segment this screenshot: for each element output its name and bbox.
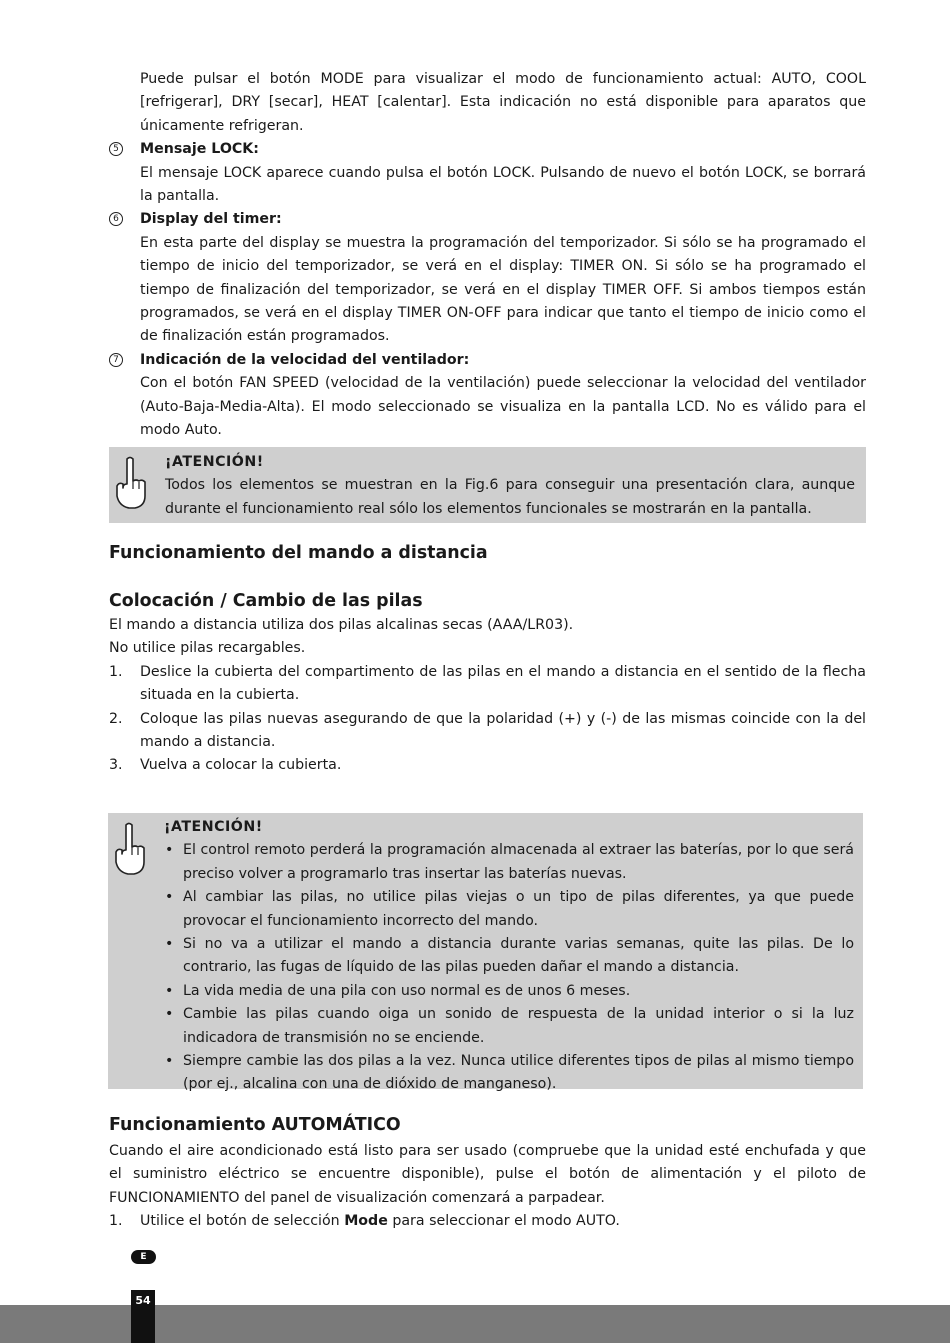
attention-note-batteries — [108, 813, 863, 1093]
list-item-timer — [109, 208, 866, 348]
item-number-marker: 5 — [109, 142, 123, 156]
step-number: 1. — [109, 1213, 123, 1230]
list-item-fan-speed — [109, 349, 866, 443]
heading-batteries: Colocación / Cambio de las pilas — [109, 591, 423, 611]
batteries-line-1: El mando a distancia utiliza dos pilas alcalinas secas (AAA/LR03). — [109, 617, 574, 633]
item-title: Mensaje LOCK: — [140, 141, 259, 158]
list-item: • El control remoto perderá la programación almacenada al extraer las baterías, por lo que será preciso volver a programarlo tras insertar las baterías nuevas. — [164, 839, 854, 886]
item-text: Con el botón FAN SPEED (velocidad de la ventilación) puede seleccionar la velocidad del ventilador (Auto-Baja-Media-Alta). El modo seleccionado se visualiza en la pantalla LCD. No es válido para el modo Auto. — [140, 375, 866, 439]
step-number: 2. — [109, 710, 123, 727]
pointing-hand-icon — [115, 455, 147, 511]
batteries-block — [109, 614, 866, 778]
list-item: • Si no va a utilizar el mando a distancia durante varias semanas, quite las pilas. De lo contrario, las fugas de líquido de las pilas pueden dañar el mando a distancia. — [164, 933, 854, 980]
batteries-line-2: No utilice pilas recargables. — [109, 640, 306, 657]
list-item: • Siempre cambie las dos pilas a la vez. Nunca utilice diferentes tipos de pilas al mismo tiempo (por ej., alcalina con una de dióxido de manganeso). — [164, 1050, 854, 1097]
item-text: El mensaje LOCK aparece cuando pulsa el botón LOCK. Pulsando de nuevo el botón LOCK, se borrará la pantalla. — [140, 164, 866, 205]
note-bullet-list — [164, 839, 854, 1096]
list-item: • Al cambiar las pilas, no utilice pilas viejas o un tipo de pilas diferentes, ya que puede provocar el funcionamiento incorrecto del mando. — [164, 886, 854, 933]
auto-block — [109, 1140, 866, 1234]
note-title: ¡ATENCIÓN! — [164, 819, 263, 835]
note-text: Todos los elementos se muestran en la Fig.6 para conseguir una presentación clara, aunque durante el funcionamiento real sólo los elementos funcionales se mostrarán en la pantalla. — [165, 477, 855, 517]
item-title: Indicación de la velocidad del ventilador: — [140, 351, 470, 368]
page-number: 54 — [135, 1294, 151, 1307]
mode-paragraph: Puede pulsar el botón MODE para visualizar el modo de funcionamiento actual: AUTO, COOL [refrigerar], DRY [secar], HEAT [calentar]. Esta indicación no está disponible para aparatos que únicamente refrigeran. — [140, 71, 866, 134]
heading-remote-operation: Funcionamiento del mando a distancia — [109, 543, 488, 563]
mode-keyword: Mode — [344, 1213, 388, 1230]
item-title: Display del timer: — [140, 211, 282, 228]
step-text: Deslice la cubierta del compartimento de las pilas en el mando a distancia en el sentido de la flecha situada en la cubierta. — [140, 663, 866, 704]
auto-step — [109, 1210, 866, 1233]
attention-note-display — [109, 447, 866, 523]
item-text: En esta parte del display se muestra la programación del temporizador. Si sólo se ha programado el tiempo de inicio del temporizador, se verá en el display: TIMER ON. Si sólo se ha programado el tiempo de finalización del temporizador, se verá en el display TIMER OFF. Si ambos tiempos están programados, se verá en el display TIMER ON-OFF para indicar que tanto el tiempo de inicio como el de finalización están programados. — [140, 234, 866, 345]
step-text-post: para seleccionar el modo AUTO. — [387, 1213, 620, 1230]
pointing-hand-icon — [114, 821, 146, 877]
list-item: • Cambie las pilas cuando oiga un sonido de respuesta de la unidad interior o si la luz indicadora de transmisión no se enciende. — [164, 1003, 854, 1050]
step-text: Vuelva a colocar la cubierta. — [140, 757, 342, 774]
note-title: ¡ATENCIÓN! — [165, 454, 264, 470]
step-text: Coloque las pilas nuevas asegurando de que la polaridad (+) y (-) de las mismas coincide con la del mando a distancia. — [140, 710, 866, 751]
auto-paragraph: Cuando el aire acondicionado está listo para ser usado (compruebe que la unidad esté enchufada y que el suministro eléctrico se encuentre disponible), pulse el botón de alimentación y el piloto de FUNCIONAMIENTO del panel de visualización comenzará a parpadear. — [109, 1143, 866, 1206]
item-number-marker: 7 — [109, 353, 123, 367]
battery-step — [109, 661, 866, 708]
battery-step — [109, 754, 866, 777]
language-badge: E — [131, 1250, 156, 1264]
list-item-lock — [109, 138, 866, 208]
list-item: • La vida media de una pila con uso normal es de unos 6 meses. — [164, 980, 854, 1003]
display-description-block — [109, 68, 866, 443]
step-number: 3. — [109, 757, 123, 774]
item-number-marker: 6 — [109, 212, 123, 226]
battery-step — [109, 708, 866, 755]
heading-auto-operation: Funcionamiento AUTOMÁTICO — [109, 1115, 401, 1135]
step-text-pre: Utilice el botón de selección — [140, 1213, 345, 1230]
step-number: 1. — [109, 663, 123, 680]
